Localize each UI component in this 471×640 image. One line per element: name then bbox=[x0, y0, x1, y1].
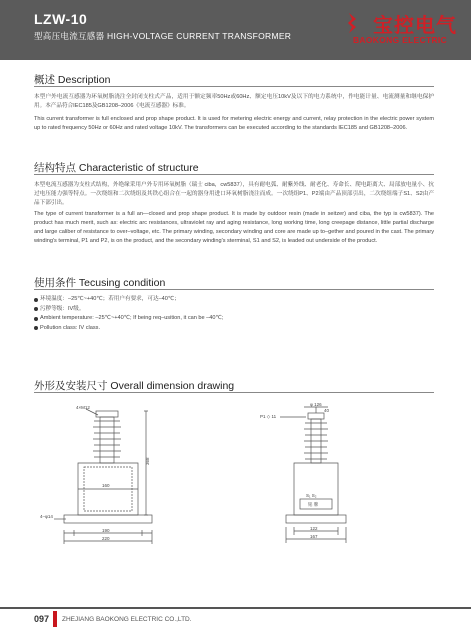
nameplate-label: 铭 牌 bbox=[308, 502, 319, 507]
side-view bbox=[280, 407, 346, 543]
page-accent-bar bbox=[53, 611, 57, 627]
conditions-list bbox=[34, 295, 434, 333]
list-item: 环境温度：–25℃~+40℃；若用户有要求，可达–40℃； bbox=[34, 295, 434, 305]
brand-name-en: BAOKONG ELECTRIC bbox=[352, 35, 447, 45]
section-divider bbox=[34, 289, 434, 290]
page-number: 097 bbox=[34, 614, 50, 624]
dim-body-width: 160 bbox=[102, 483, 110, 488]
section-title-conditions: 使用条件 Tecusing condition bbox=[34, 277, 166, 289]
dim-base-inner: 190 bbox=[102, 528, 110, 533]
dim-right-terminal: P1 ◇ 11 bbox=[260, 414, 277, 419]
dim-height: 368 bbox=[145, 457, 150, 465]
dim-right-top2: 40 bbox=[324, 408, 330, 413]
dim-base-hole: 4–φ14 bbox=[40, 514, 53, 519]
dim-right-top: φ 126 bbox=[310, 402, 322, 407]
list-item: Ambient temperature: –25℃~+40℃; If being req–usition, it can be –40℃; bbox=[34, 314, 434, 324]
brand-name-cn: 宝控电气 bbox=[373, 15, 457, 37]
section-divider bbox=[34, 392, 434, 393]
list-item: 污秽等级：IV级。 bbox=[34, 305, 434, 315]
description-en: This current transformer is full enclosed and prop shape product. It is used for metering electric energy and current, relay protection in the electric power system up to rated frequency 50Hz or 60Hz and rated voltage 10kV. The transformers can be executed according to the standards IEC185 and GB1208–2006. bbox=[34, 116, 434, 131]
dim-right-term: S₁ S₂ bbox=[306, 493, 317, 498]
structure-cn: 本型电流互感器为支柱式结构，外绝缘采用户外专用环氧树脂（瑞士 ciba，cw5837），具有耐电弧、耐紫外线、耐老化、寿命长、爬电距离大、局部放电量小、抗过电压能力强等特点。一次绕组和二次绕组及其铁心组合在一起的器身用进口环氧树脂浇注而成。一次绕组P1、P2端由产品顶部引出，二次绕组端子S1、S2由产品下部引出。 bbox=[34, 182, 434, 206]
section-title-drawing: 外形及安装尺寸 Overall dimension drawing bbox=[34, 380, 235, 392]
header-banner bbox=[0, 0, 471, 60]
structure-en: The type of current transformer is a full an—closed and prop shape product. It is made by outdoor resin (made in seitzer) and ciba, the typ is cw5837). The product has much merit, such as: electric arc resistances, ultraviolet ray and aging resistance, long working time, long creepage distance, little partial discharge and large caliber of resistance to over–voltage, etc. The primary winding, secondary winding and core are made up to–gether and poured in the cast. The primary winding's terminal, P1 and P2, is on the product, and the secondary winding's sterminal, S1 and S2, is leaded out underside of the product. bbox=[34, 211, 434, 244]
dim-right-base-outer: 167 bbox=[310, 534, 318, 539]
brand-mark-icon bbox=[347, 13, 357, 33]
dimension-drawing bbox=[34, 402, 434, 555]
dim-top-hole: 4×M12 bbox=[76, 405, 90, 410]
description-cn: 本型户外电流互感器为环氧树脂浇注全封闭支柱式产品，适用于额定频率50Hz或60Hz、额定电压10kV及以下的电力系统中，作电能计量、电流测量和继电保护用。本产品符合IEC185及GB1208–2006《电流互感器》标准。 bbox=[34, 94, 434, 109]
company-name: ZHEJIANG BAOKONG ELECTRIC CO.,LTD. bbox=[62, 616, 192, 623]
section-divider bbox=[34, 174, 434, 175]
product-model: LZW-10 bbox=[34, 11, 88, 27]
brand-logo bbox=[347, 9, 457, 49]
list-item: Pollution class: IV class. bbox=[34, 324, 434, 334]
dim-base-outer: 220 bbox=[102, 536, 110, 541]
section-divider bbox=[34, 86, 434, 87]
dim-right-base-inner: 122 bbox=[310, 526, 318, 531]
section-title-structure: 结构特点 Characteristic of structure bbox=[34, 162, 199, 174]
front-view bbox=[54, 409, 152, 544]
footer-divider bbox=[0, 607, 471, 609]
product-subtitle: 型高压电流互感器 HIGH-VOLTAGE CURRENT TRANSFORMER bbox=[34, 31, 292, 41]
section-title-description: 概述 Description bbox=[34, 74, 111, 86]
